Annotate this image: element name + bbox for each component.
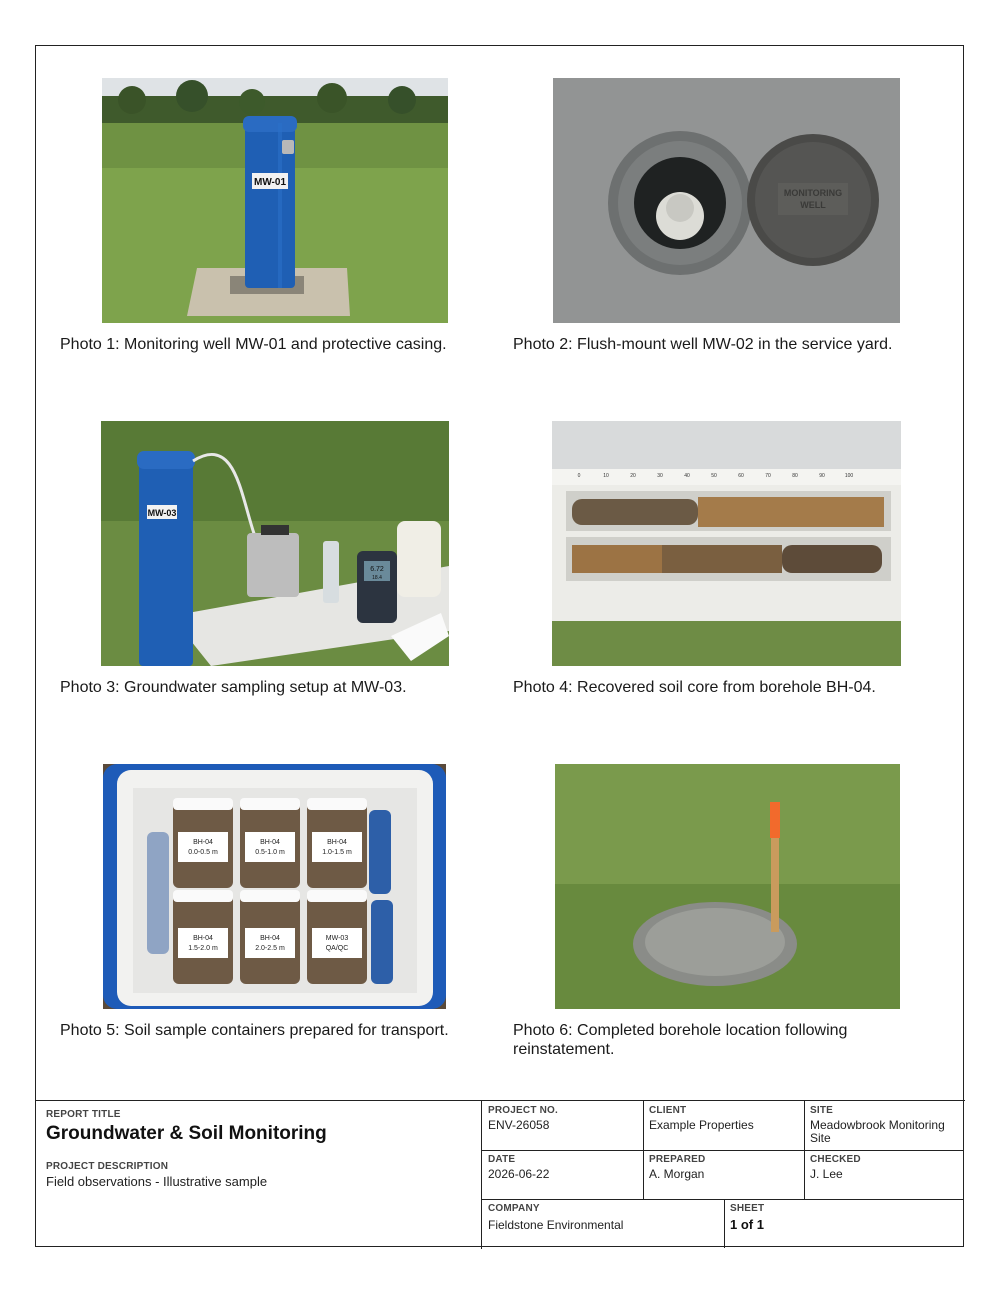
site-label: SITE <box>810 1105 834 1116</box>
report-title-cell <box>40 1105 470 1149</box>
photo-1-well-tag: MW-01 <box>253 177 287 188</box>
ruler-tick-50: 50 <box>711 473 717 479</box>
jar-4-line-1: BH-04 <box>193 935 213 942</box>
sheet: 1 of 1 <box>730 1217 764 1232</box>
jar-6-line-1: MW-03 <box>325 935 349 942</box>
site: Meadowbrook Monitoring Site <box>810 1118 945 1145</box>
prepared-cell <box>643 1150 805 1200</box>
date: 2026-06-22 <box>488 1167 550 1181</box>
client: Example Properties <box>649 1118 754 1132</box>
ruler-tick-80: 80 <box>792 473 798 479</box>
project-description-label: PROJECT DESCRIPTION <box>46 1161 169 1172</box>
photo-3-meter-reading-2: 18.4 <box>372 575 382 581</box>
ruler-tick-30: 30 <box>657 473 663 479</box>
ruler-tick-100: 100 <box>844 473 854 479</box>
project-no-label: PROJECT NO. <box>488 1105 558 1116</box>
jar-1-line-1: BH-04 <box>193 839 213 846</box>
report-title-label: REPORT TITLE <box>46 1109 121 1120</box>
photo-6-caption: Photo 6: Completed borehole location following reinstatement. <box>513 1022 848 1058</box>
report-sheet <box>35 45 964 1247</box>
prepared-label: PREPARED <box>649 1154 706 1165</box>
ruler-tick-40: 40 <box>684 473 690 479</box>
photo-1-monitoring-well <box>102 78 448 323</box>
photo-1-caption: Photo 1: Monitoring well MW-01 and protective casing. <box>60 336 447 353</box>
photo-4-soil-core <box>552 421 901 666</box>
checked-label: CHECKED <box>810 1154 861 1165</box>
project-description-cell <box>40 1157 470 1192</box>
prepared: A. Morgan <box>649 1167 705 1181</box>
jar-4-line-2: 1.5-2.0 m <box>188 945 218 952</box>
report-title: Groundwater & Soil Monitoring <box>46 1123 327 1144</box>
project-no: ENV-26058 <box>488 1118 550 1132</box>
sheet-cell <box>724 1199 964 1248</box>
date-label: DATE <box>488 1154 516 1165</box>
checked: J. Lee <box>810 1167 843 1181</box>
ruler-tick-20: 20 <box>630 473 636 479</box>
site-cell <box>804 1101 964 1151</box>
title-block-left <box>36 1101 482 1249</box>
sheet-label: SHEET <box>730 1203 765 1214</box>
title-block <box>36 1100 965 1248</box>
jar-6-line-2: QA/QC <box>325 945 349 952</box>
checked-cell <box>804 1150 964 1200</box>
jar-2-line-1: BH-04 <box>260 839 280 846</box>
company-label: COMPANY <box>488 1203 540 1214</box>
company: Fieldstone Environmental <box>488 1218 624 1232</box>
company-cell <box>482 1199 725 1248</box>
project-no-cell <box>482 1101 644 1151</box>
photo-6-reinstated-borehole <box>555 764 900 1009</box>
photo-2-cover-text-1: MONITORING <box>783 188 843 198</box>
project-description: Field observations - Illustrative sample <box>46 1174 268 1189</box>
photo-3-caption: Photo 3: Groundwater sampling setup at MW-03. <box>60 679 407 696</box>
ruler-tick-90: 90 <box>819 473 825 479</box>
photo-5-sample-cooler <box>103 764 446 1009</box>
jar-3-line-1: BH-04 <box>327 839 347 846</box>
jar-3-line-2: 1.0-1.5 m <box>322 849 352 856</box>
photo-3-sampling-setup <box>101 421 449 666</box>
client-cell <box>643 1101 805 1151</box>
date-cell <box>482 1150 644 1200</box>
ruler-tick-0: 0 <box>577 473 581 479</box>
photo-3-meter-reading: 6.72 <box>370 566 384 573</box>
photo-2-flush-mount-well <box>553 78 900 323</box>
jar-1-line-2: 0.0-0.5 m <box>188 849 218 856</box>
photo-2-caption: Photo 2: Flush-mount well MW-02 in the service yard. <box>513 336 893 353</box>
ruler-tick-60: 60 <box>738 473 744 479</box>
photo-4-caption: Photo 4: Recovered soil core from borehole BH-04. <box>513 679 876 696</box>
photo-2-cover-text-2: WELL <box>800 200 826 210</box>
jar-5-line-2: 2.0-2.5 m <box>255 945 285 952</box>
jar-5-line-1: BH-04 <box>260 935 280 942</box>
ruler-tick-70: 70 <box>765 473 771 479</box>
photo-3-well-tag: MW-03 <box>147 508 177 518</box>
photo-5-caption: Photo 5: Soil sample containers prepared for transport. <box>60 1022 449 1039</box>
client-label: CLIENT <box>649 1105 687 1116</box>
ruler-tick-10: 10 <box>603 473 609 479</box>
jar-2-line-2: 0.5-1.0 m <box>255 849 285 856</box>
